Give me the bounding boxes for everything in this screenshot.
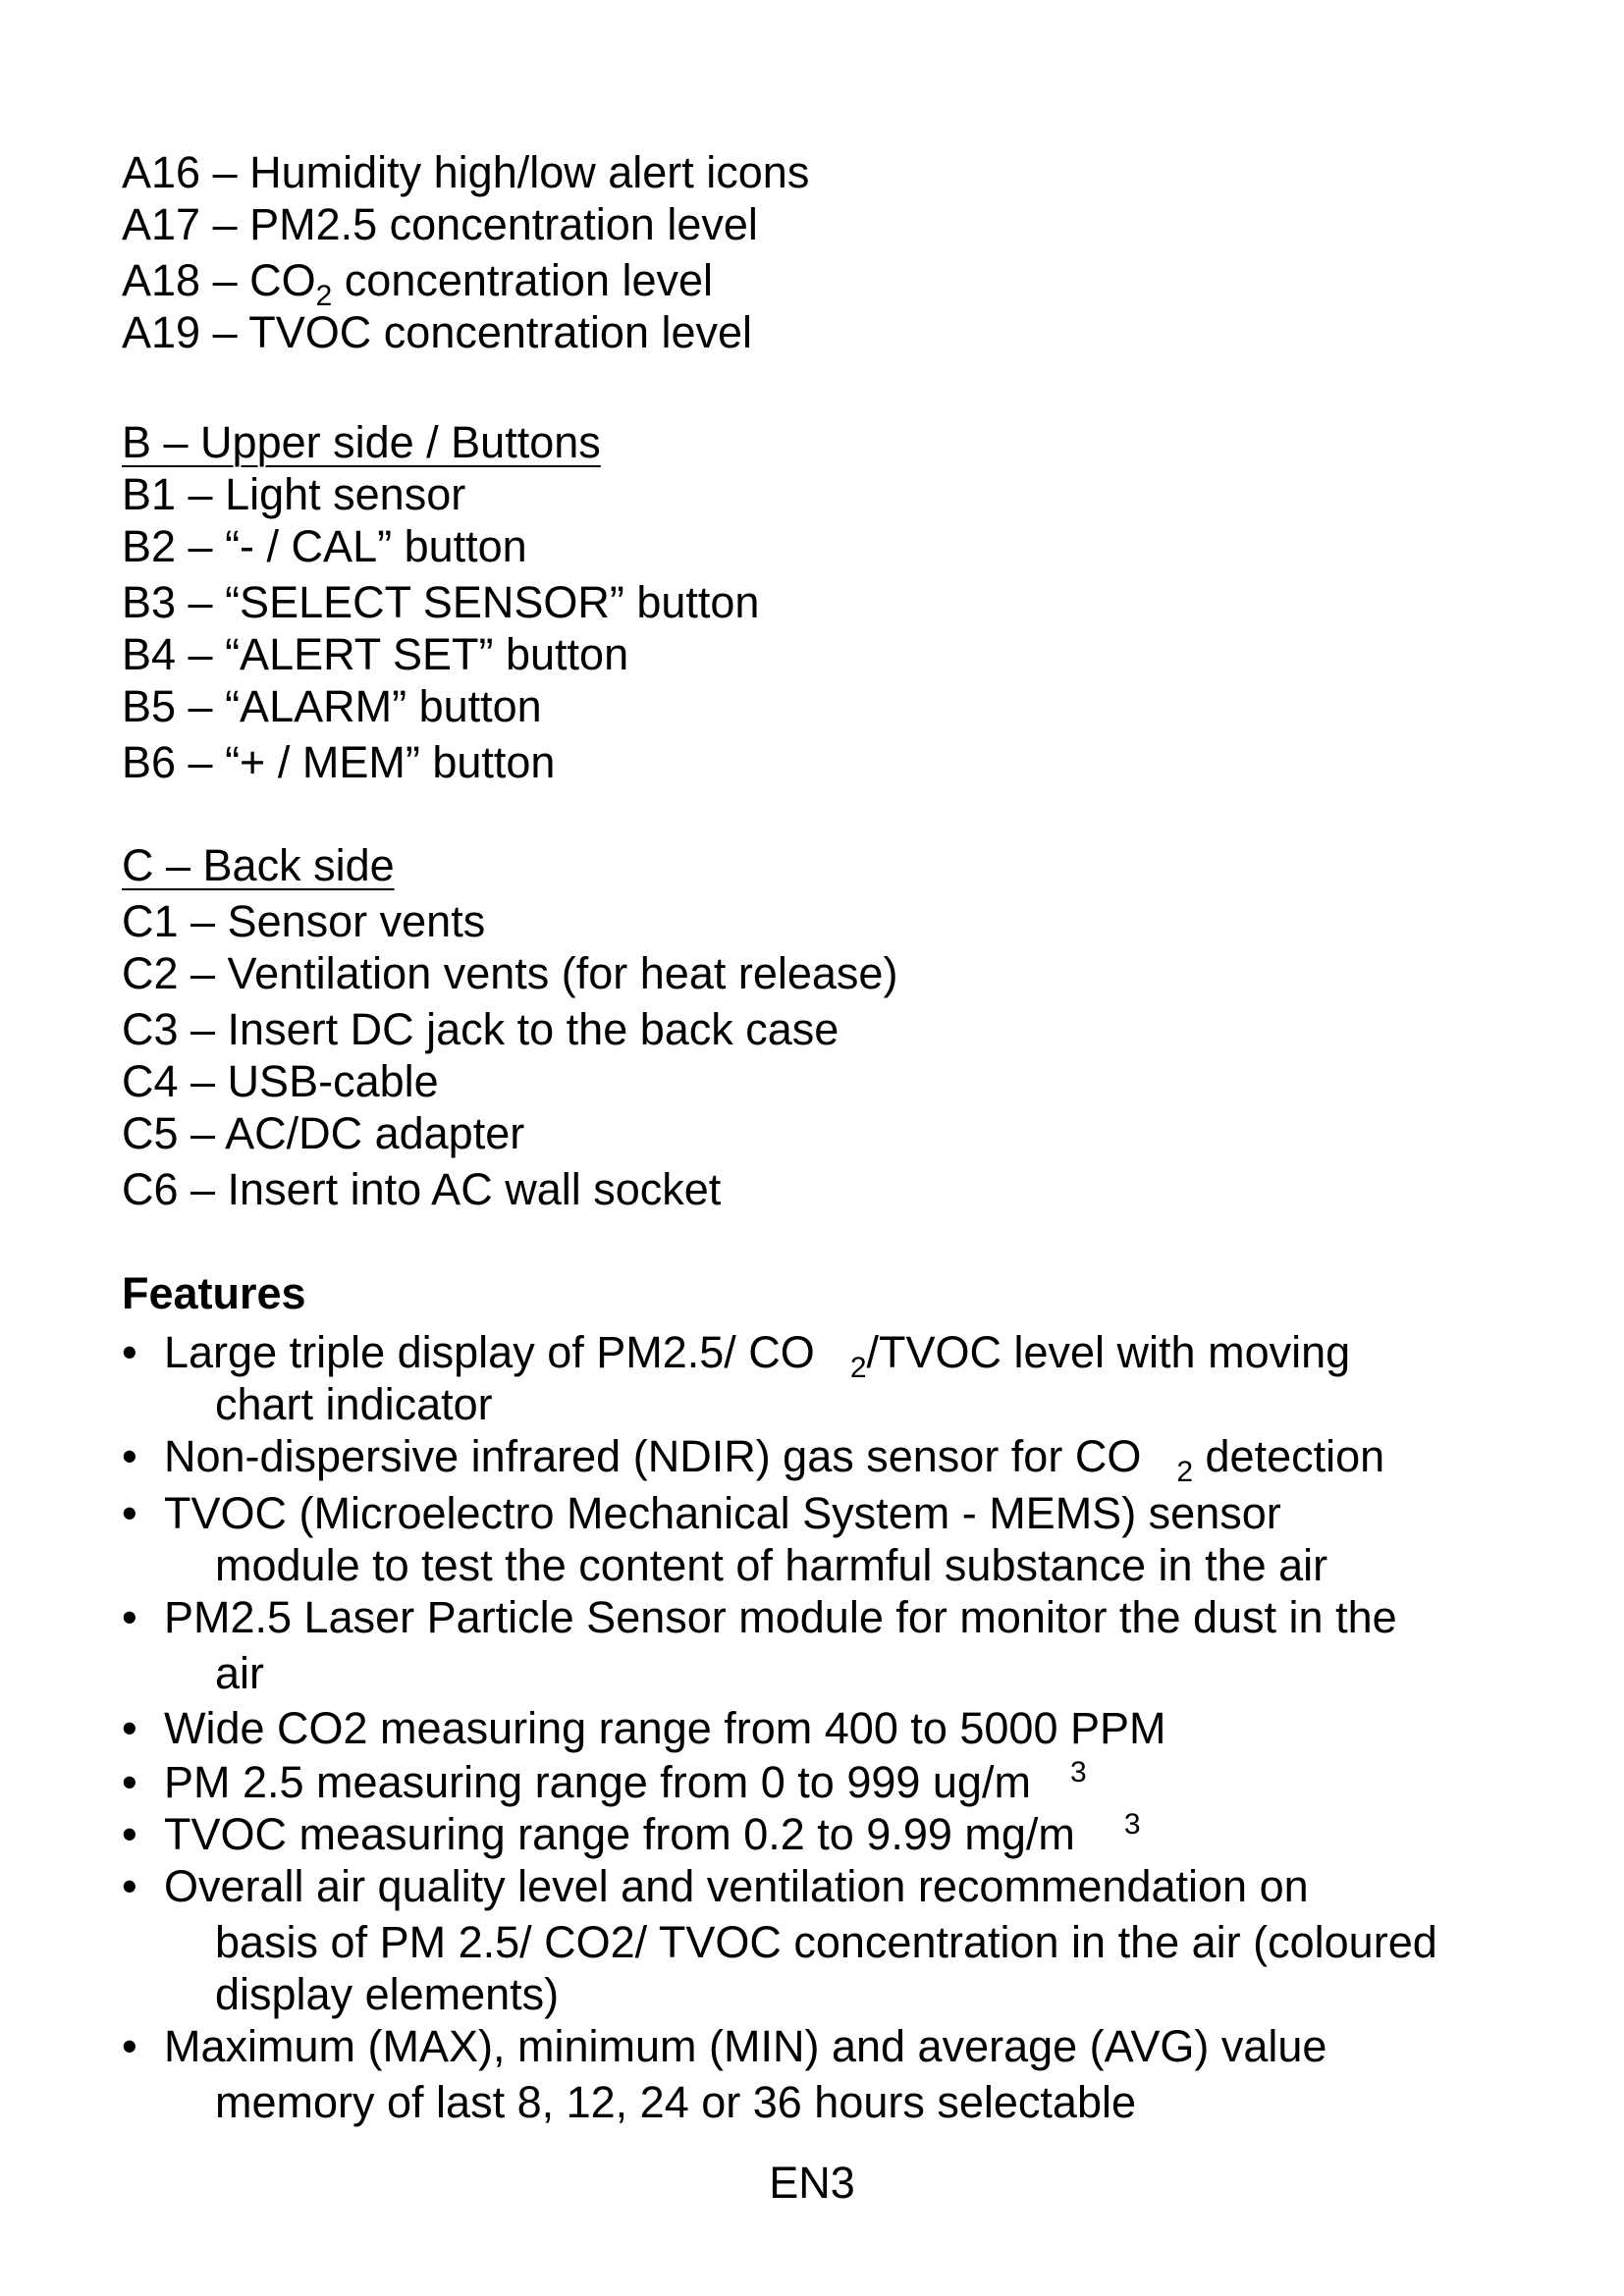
item-a18-tail: concentration level xyxy=(332,255,714,305)
bullet-icon: • xyxy=(122,1488,137,1538)
feature-3: TVOC (Microelectro Mechanical System - MEMS) sensor xyxy=(164,1488,1281,1538)
feature-1 xyxy=(164,1327,1351,1384)
feature-8: Overall air quality level and ventilation recommendation on xyxy=(164,1861,1309,1911)
bullet-icon: • xyxy=(122,1703,137,1753)
bullet-icon: • xyxy=(122,2021,137,2071)
item-a17: A17 – PM2.5 concentration level xyxy=(122,199,758,249)
feature-4: PM2.5 Laser Particle Sensor module for monitor the dust in the xyxy=(164,1592,1397,1642)
bullet-icon: • xyxy=(122,1327,137,1377)
item-a18 xyxy=(122,255,714,312)
feature-9-continuation: memory of last 8, 12, 24 or 36 hours selectable xyxy=(215,2077,1136,2127)
item-b2: B2 – “- / CAL” button xyxy=(122,521,527,571)
features-title: Features xyxy=(122,1268,306,1318)
item-a18-text: A18 – CO xyxy=(122,255,316,305)
feature-2-subscript: 2 xyxy=(1176,1456,1194,1488)
feature-1-continuation: chart indicator xyxy=(215,1379,493,1429)
item-b1: B1 – Light sensor xyxy=(122,469,466,519)
feature-1-text: Large triple display of PM2.5/ CO xyxy=(164,1327,815,1377)
bullet-icon: • xyxy=(122,1592,137,1642)
section-c-heading: C – Back side xyxy=(122,840,395,890)
feature-6-text: PM 2.5 measuring range from 0 to 999 ug/m xyxy=(164,1757,1031,1807)
section-b-heading: B – Upper side / Buttons xyxy=(122,417,601,467)
feature-6 xyxy=(164,1757,1087,1808)
feature-8-continuation-1: basis of PM 2.5/ CO2/ TVOC concentration in the air (coloured xyxy=(215,1917,1437,1967)
item-a19: A19 – TVOC concentration level xyxy=(122,307,753,357)
item-a16: A16 – Humidity high/low alert icons xyxy=(122,147,810,197)
feature-3-continuation: module to test the content of harmful substance in the air xyxy=(215,1540,1328,1590)
bullet-icon: • xyxy=(122,1431,137,1481)
feature-7-superscript: 3 xyxy=(1123,1808,1141,1841)
item-b6: B6 – “+ / MEM” button xyxy=(122,737,556,787)
item-c2: C2 – Ventilation vents (for heat release) xyxy=(122,948,898,998)
item-c3: C3 – Insert DC jack to the back case xyxy=(122,1004,839,1054)
feature-2-text: Non-dispersive infrared (NDIR) gas sensor for CO xyxy=(164,1431,1142,1481)
feature-9: Maximum (MAX), minimum (MIN) and average (AVG) value xyxy=(164,2021,1327,2071)
item-b4: B4 – “ALERT SET” button xyxy=(122,629,629,679)
bullet-icon: • xyxy=(122,1809,137,1859)
feature-6-superscript: 3 xyxy=(1069,1756,1087,1789)
feature-2-tail: detection xyxy=(1193,1431,1385,1481)
feature-8-continuation-2: display elements) xyxy=(215,1969,560,2019)
item-a18-subscript: 2 xyxy=(315,280,333,312)
bullet-icon: • xyxy=(122,1861,137,1911)
feature-4-continuation: air xyxy=(215,1648,265,1698)
item-c5: C5 – AC/DC adapter xyxy=(122,1108,525,1158)
item-c1: C1 – Sensor vents xyxy=(122,896,486,946)
item-b5: B5 – “ALARM” button xyxy=(122,681,542,731)
feature-2 xyxy=(164,1431,1385,1488)
page-number: EN3 xyxy=(769,2158,855,2208)
feature-5: Wide CO2 measuring range from 400 to 5000 PPM xyxy=(164,1703,1166,1753)
feature-1-subscript: 2 xyxy=(849,1352,867,1384)
item-c6: C6 – Insert into AC wall socket xyxy=(122,1164,722,1214)
feature-7-text: TVOC measuring range from 0.2 to 9.99 mg/m xyxy=(164,1809,1075,1859)
feature-1-tail: /TVOC level with moving xyxy=(866,1327,1351,1377)
bullet-icon: • xyxy=(122,1757,137,1807)
feature-7 xyxy=(164,1809,1141,1860)
item-c4: C4 – USB-cable xyxy=(122,1056,439,1106)
item-b3: B3 – “SELECT SENSOR” button xyxy=(122,577,760,627)
